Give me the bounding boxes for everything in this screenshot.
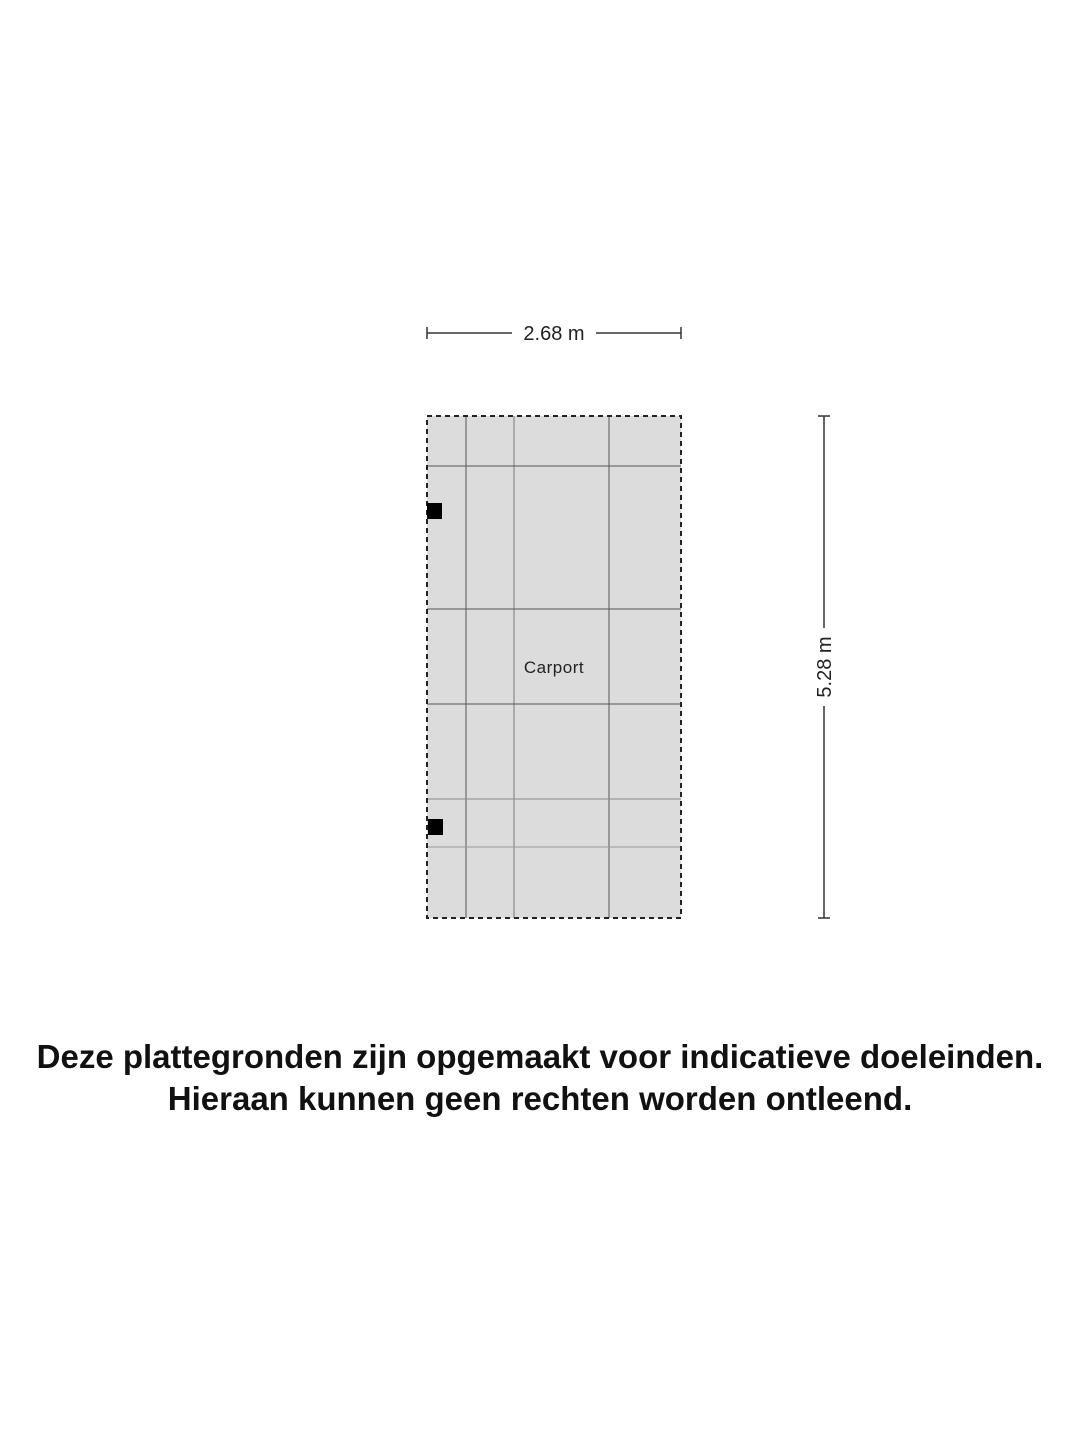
carport-room — [427, 416, 681, 918]
column-bottom — [428, 819, 443, 835]
width-dimension — [427, 323, 681, 345]
height-dimension — [814, 416, 836, 918]
width-label: 2.68 m — [523, 323, 585, 345]
disclaimer-line-1: Deze plattegronden zijn opgemaakt voor indicatieve doeleinden. — [36, 1038, 1044, 1075]
room-label: Carport — [523, 658, 585, 677]
disclaimer — [0, 1036, 1080, 1120]
column-top — [427, 503, 442, 519]
disclaimer-line-2: Hieraan kunnen geen rechten worden ontleend. — [167, 1080, 913, 1117]
height-label: 5.28 m — [814, 636, 836, 698]
